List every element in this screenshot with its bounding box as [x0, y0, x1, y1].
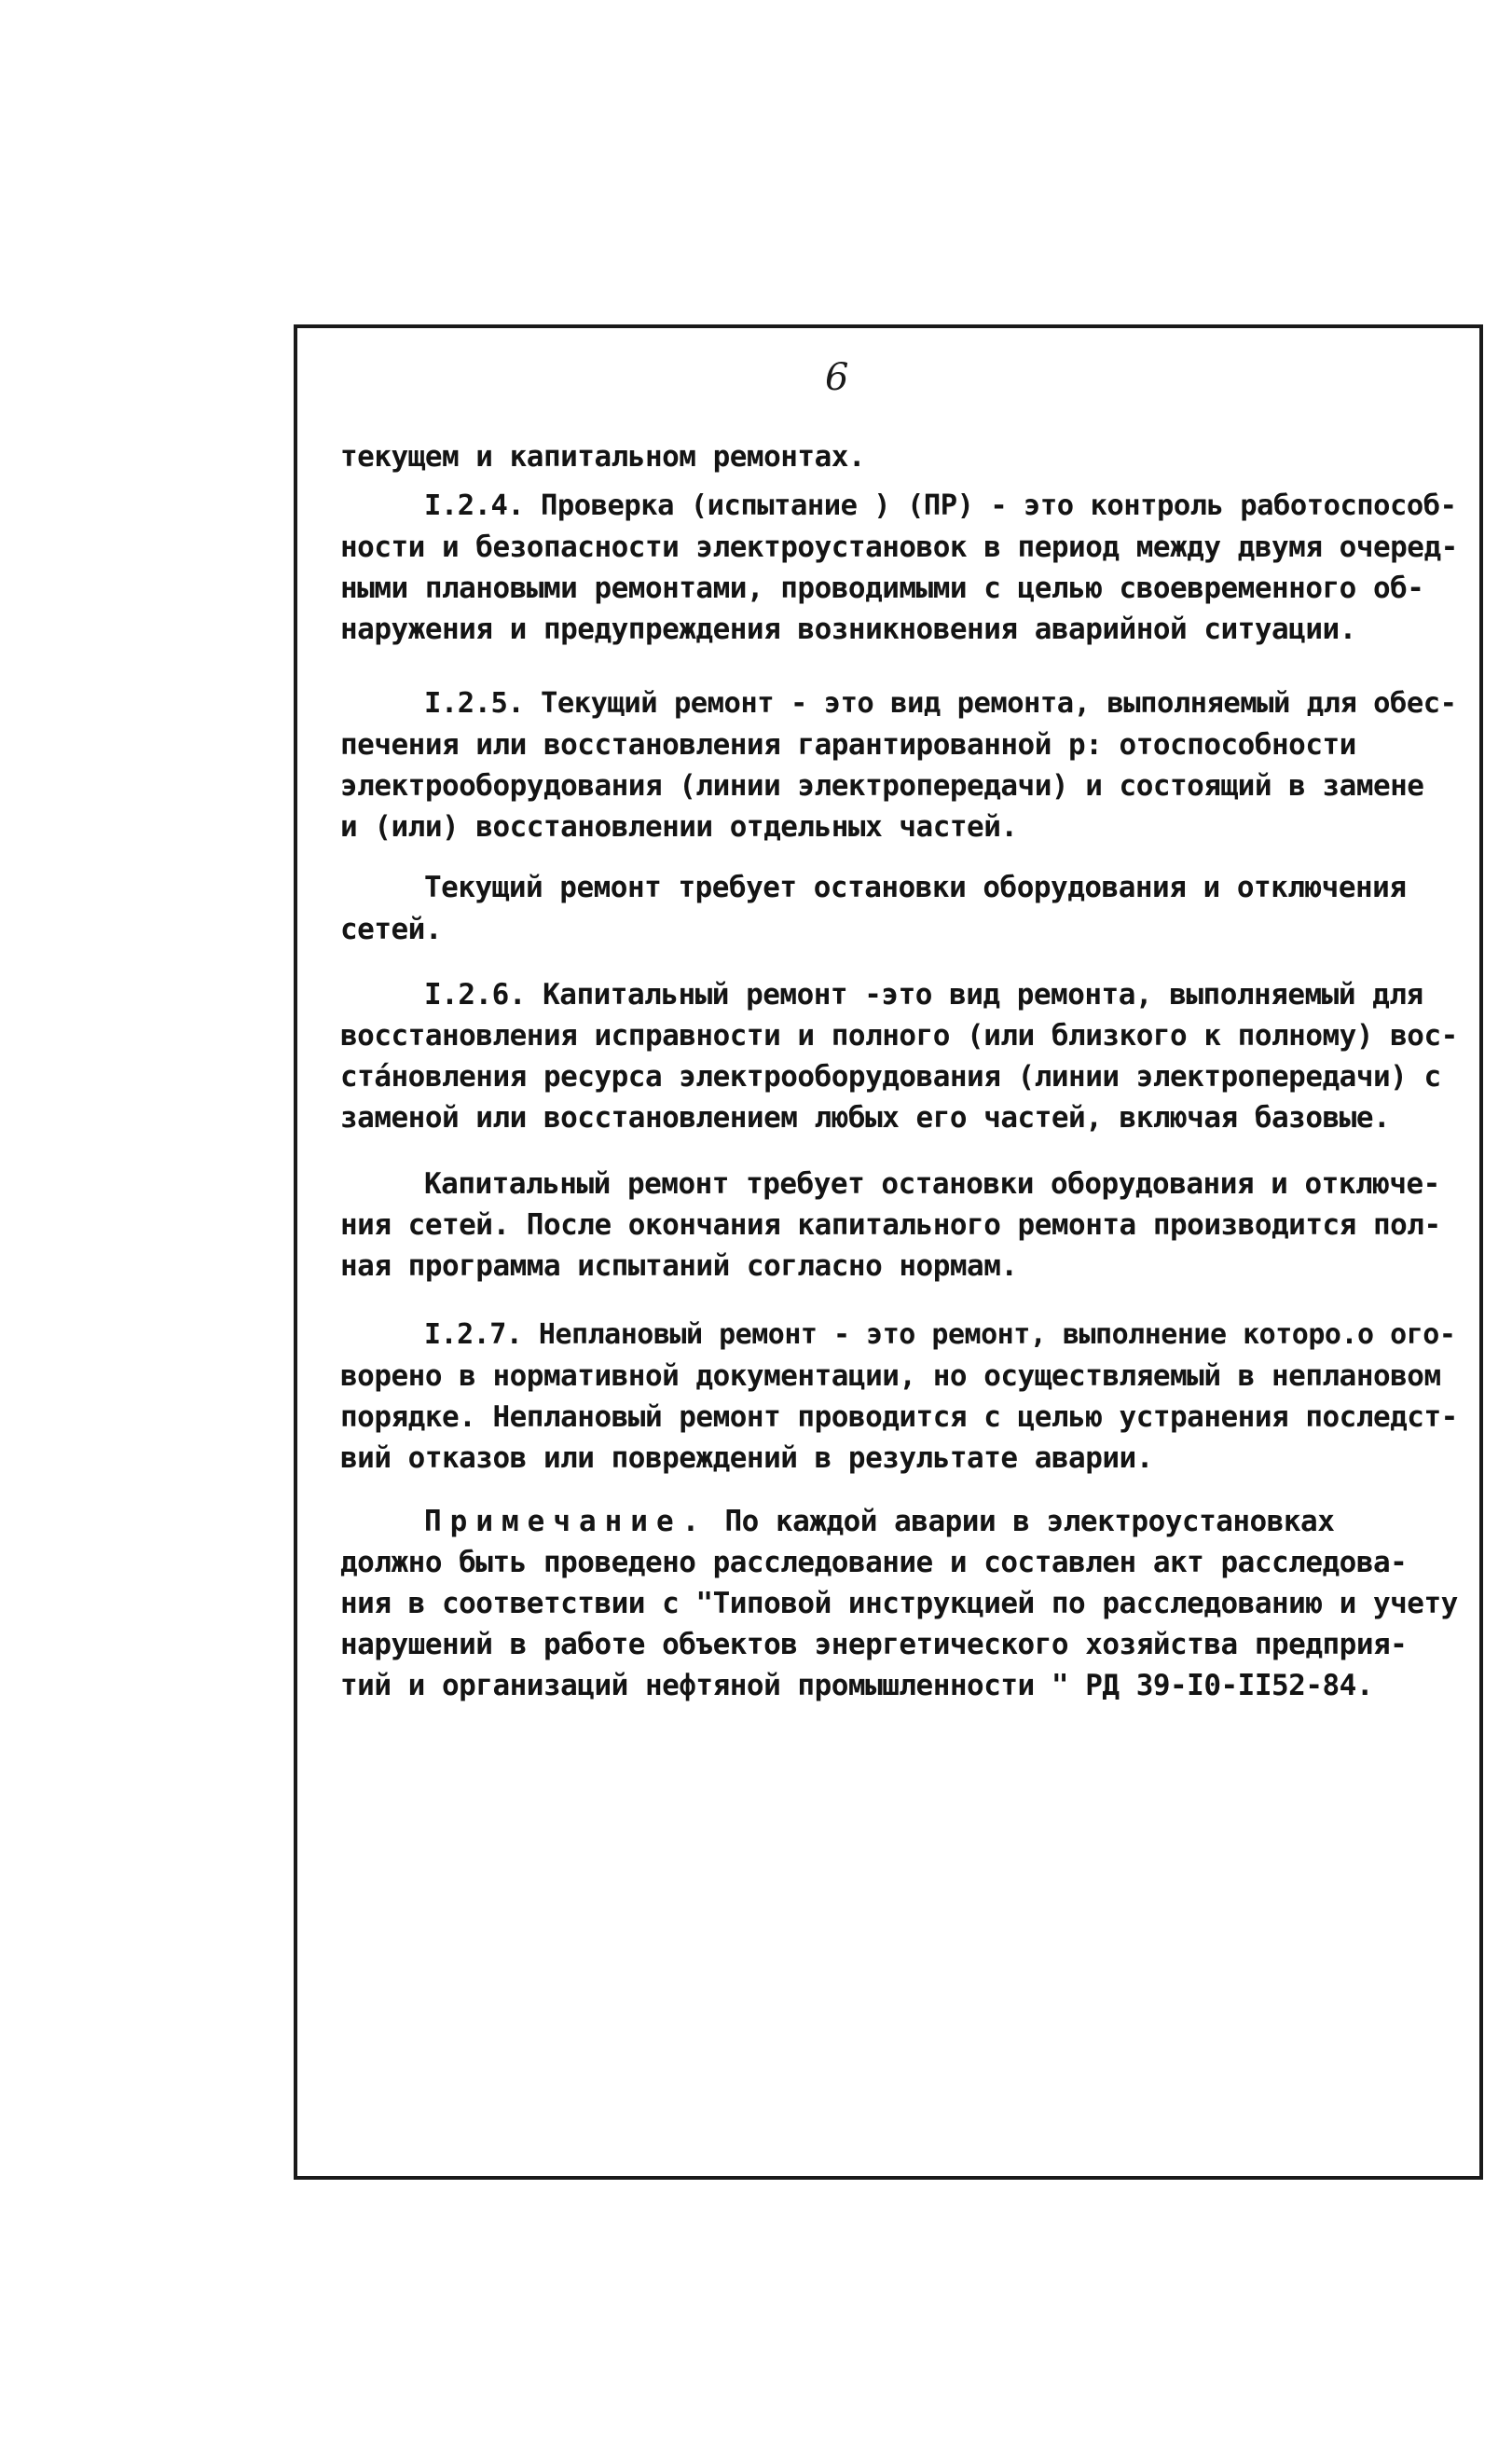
text-line: Текущий ремонт требует остановки оборудования и отключения — [424, 871, 1407, 904]
text-line: заменой или восстановлением любых его частей, включая базовые. — [340, 1101, 1391, 1135]
text-line: ния в соответствии с "Типовой инструкцией по расследованию и учету — [340, 1587, 1458, 1620]
text-line: I.2.6. Капитальный ремонт -это вид ремонта, выполняемый для — [424, 978, 1423, 1012]
text-line: I.2.7. Неплановый ремонт - это ремонт, выполнение которо.о ого- — [424, 1318, 1456, 1351]
text-line: вий отказов или повреждений в результате аварии. — [340, 1441, 1153, 1475]
text-line: текущем и капитальном ремонтах. — [340, 440, 866, 474]
text-line: и (или) восстановлении отдельных частей. — [340, 810, 1018, 844]
text-line: ная программа испытаний согласно нормам. — [340, 1249, 1018, 1283]
text-line: нарушений в работе объектов энергетического хозяйства предприя- — [340, 1628, 1408, 1661]
text-line: I.2.5. Текущий ремонт - это вид ремонта, выполняемый для обес- — [424, 687, 1457, 720]
text-line: ния сетей. После окончания капитального ремонта производится пол- — [340, 1208, 1441, 1242]
text-line: электрооборудования (линии электропередачи) и состоящий в замене — [340, 769, 1424, 803]
text-line: восстановления исправности и полного (или близкого к полному) вос- — [340, 1019, 1458, 1053]
page-number: 6 — [825, 356, 849, 399]
text-line: тий и организаций нефтяной промышленности " РД 39-I0-II52-84. — [340, 1669, 1373, 1702]
text-line: порядке. Неплановый ремонт проводится с целью устранения последст- — [340, 1400, 1458, 1434]
text-line: ста́новления ресурса электрооборудования (линии электропередачи) с — [340, 1060, 1441, 1094]
text-line: ными плановыми ремонтами, проводимыми с целью своевременного об- — [340, 571, 1424, 605]
text-line: Капитальный ремонт требует остановки оборудования и отключе- — [424, 1167, 1440, 1201]
note-text: По каждой аварии в электроустановках — [724, 1505, 1335, 1538]
note-line — [424, 1503, 1334, 1540]
text-line: печения или восстановления гарантированной р: отоспособности — [340, 728, 1356, 762]
text-line: сетей. — [340, 913, 442, 946]
text-line: I.2.4. Проверка (испытание ) (ПР) - это контроль работоспособ- — [424, 489, 1457, 522]
note-label: Примечание. — [424, 1505, 708, 1538]
text-line: ности и безопасности электроустановок в период между двумя очеред- — [340, 530, 1458, 564]
text-line: должно быть проведено расследование и составлен акт расследова- — [340, 1546, 1408, 1579]
text-line: наружения и предупреждения возникновения аварийной ситуации. — [340, 613, 1356, 646]
text-line: ворено в нормативной документации, но осуществляемый в неплановом — [340, 1359, 1441, 1393]
